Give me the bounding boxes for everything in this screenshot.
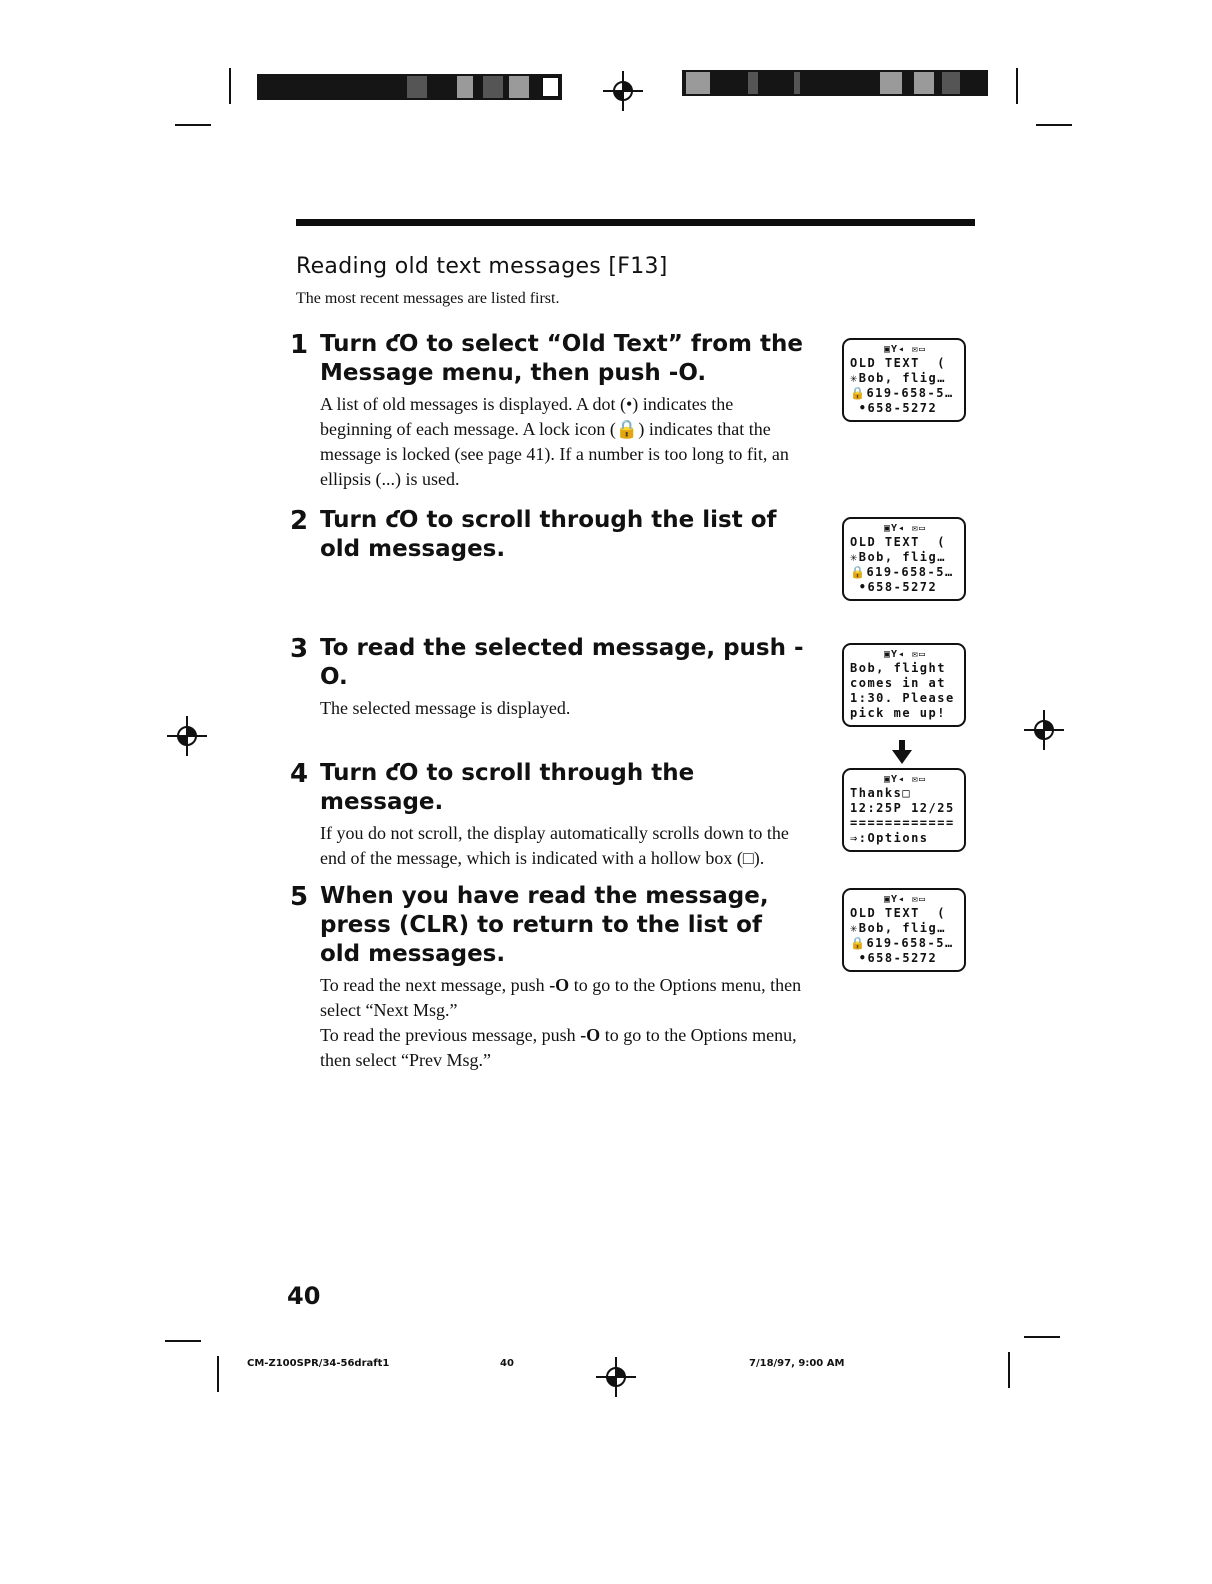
color-registration-bar <box>257 74 562 100</box>
jog-dial-push-icon: -O <box>580 1025 601 1045</box>
step-number: 2 <box>290 506 309 536</box>
lcd-screen-old-text-list: ▣Y◂ ✉▭ OLD TEXT ( ✳Bob, flig… 🔒619-658-5… •658-5272 <box>842 517 966 601</box>
footer-page: 40 <box>500 1358 514 1369</box>
lcd-status-icons: ▣Y◂ ✉▭ <box>883 523 927 534</box>
step-heading: Turn ƈO to select “Old Text” from the Message menu, then push -O. <box>320 331 803 386</box>
color-registration-bar <box>682 70 988 96</box>
lcd-screen-message-end: ▣Y◂ ✉▭ Thanks□ 12:25P 12/25 ============ ⇒:Options <box>842 768 966 852</box>
step-heading: To read the selected message, push -O. <box>320 635 804 690</box>
step-3 <box>290 634 810 721</box>
lcd-screen-old-text-list: ▣Y◂ ✉▭ OLD TEXT ( ✳Bob, flig… 🔒619-658-5… •658-5272 <box>842 338 966 422</box>
registration-crosshair-icon <box>1024 710 1064 750</box>
step-2 <box>290 506 810 564</box>
step-description: The selected message is displayed. <box>320 698 571 718</box>
step-1 <box>290 330 810 492</box>
step-number: 1 <box>290 330 309 360</box>
step-4 <box>290 759 810 871</box>
crop-mark <box>165 1340 201 1342</box>
crop-mark <box>1036 124 1072 126</box>
registration-crosshair-icon <box>167 716 207 756</box>
lcd-status-icons: ▣Y◂ ✉▭ <box>883 774 927 785</box>
lcd-status-icons: ▣Y◂ ✉▭ <box>883 344 927 355</box>
step-5 <box>290 882 810 1073</box>
step-description: To read the next message, push -O to go to the Options menu, then select “Next Msg.” To read the previous message, push -O to go to the Options menu, then select “Prev Msg.” <box>320 975 802 1070</box>
page-number: 40 <box>287 1282 321 1310</box>
lcd-status-icons: ▣Y◂ ✉▭ <box>883 649 927 660</box>
crop-mark <box>1024 1336 1060 1338</box>
jog-dial-push-icon: -O <box>668 360 698 386</box>
step-heading: When you have read the message, press (CLR) to return to the list of old messages. <box>320 883 769 967</box>
crop-mark <box>217 1356 219 1392</box>
jog-dial-push-icon: -O <box>320 635 804 690</box>
footer-date: 7/18/97, 9:00 AM <box>749 1358 845 1369</box>
footer-filename: CM-Z100SPR/34-56draft1 <box>247 1358 390 1369</box>
crop-mark <box>175 124 211 126</box>
jog-dial-turn-icon: ƈO <box>385 331 419 357</box>
step-heading: Turn ƈO to scroll through the message. <box>320 760 695 815</box>
registration-crosshair-icon <box>603 71 643 111</box>
lcd-screen-old-text-list: ▣Y◂ ✉▭ OLD TEXT ( ✳Bob, flig… 🔒619-658-5… •658-5272 <box>842 888 966 972</box>
step-description: A list of old messages is displayed. A dot (•) indicates the beginning of each message. A lock icon (🔒) indicates that the message is locked (see page 41). If a number is too long to fit, an ellipsis (...) is used. <box>320 394 789 489</box>
step-heading: Turn ƈO to scroll through the list of old messages. <box>320 507 777 562</box>
step-number: 5 <box>290 882 309 912</box>
section-intro: The most recent messages are listed first. <box>296 290 560 307</box>
step-description: If you do not scroll, the display automatically scrolls down to the end of the message, which is indicated with a hollow box (□). <box>320 823 789 868</box>
section-title: Reading old text messages [F13] <box>296 254 668 279</box>
down-arrow-icon <box>890 740 914 766</box>
registration-crosshair-icon <box>596 1357 636 1397</box>
lcd-status-icons: ▣Y◂ ✉▭ <box>883 894 927 905</box>
step-number: 4 <box>290 759 309 789</box>
section-rule <box>296 219 975 226</box>
lcd-screen-message: ▣Y◂ ✉▭ Bob, flight comes in at 1:30. Please pick me up! <box>842 643 966 727</box>
jog-dial-turn-icon: ƈO <box>385 507 419 533</box>
step-number: 3 <box>290 634 309 664</box>
crop-mark <box>229 68 231 104</box>
jog-dial-push-icon: -O <box>549 975 570 995</box>
crop-mark <box>1008 1352 1010 1388</box>
crop-mark <box>1016 68 1018 104</box>
jog-dial-turn-icon: ƈO <box>385 760 419 786</box>
clr-key-icon: (CLR) <box>398 912 470 938</box>
